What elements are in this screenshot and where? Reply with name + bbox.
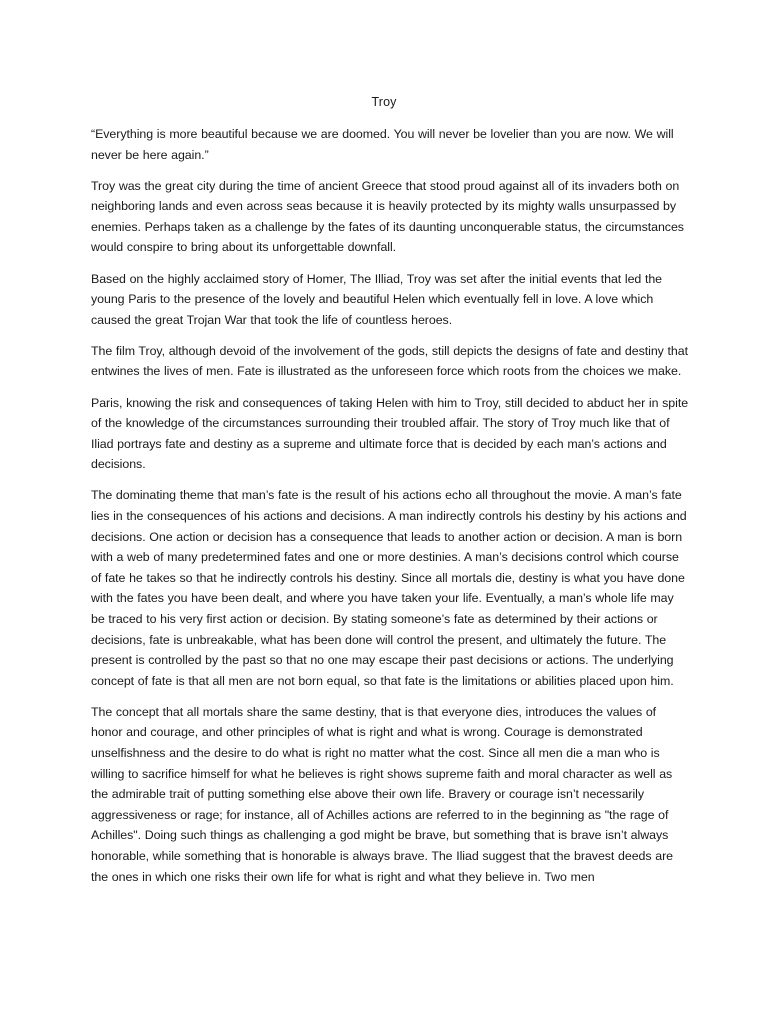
paragraph-honor-courage: The concept that all mortals share the same destiny, that is that everyone dies, introduces the values of honor and courage, and other principles of what is right and what is wrong. Courage is demonstrated unselfishness and the desire to do what is right no matter what the cost. Since all men die a man who is willing to sacrifice himself for what he believes is right shows supreme faith and moral character as well as the admirable trait of putting something else above their own life. Bravery or courage isn’t necessarily aggressiveness or rage; for instance, all of Achilles actions are referred to in the beginning as "the rage of Achilles". Doing such things as challenging a god might be brave, but something that is brave isn’t always honorable, while something that is honorable is always brave. The Iliad suggest that the bravest deeds are the ones in which one risks their own life for what is right and what they believe in. Two men: [91, 704, 673, 884]
paragraph-homer-iliad: Based on the highly acclaimed story of Homer, The Illiad, Troy was set after the initial events that led the young Paris to the presence of the lovely and beautiful Helen which eventually fell in love. A love which caused the great Trojan War that took the life of countless heroes.: [91, 271, 663, 327]
paragraph-paris-helen: Paris, knowing the risk and consequences of taking Helen with him to Troy, still decided to abduct her in spite of the knowledge of the circumstances surrounding their troubled affair. The story of Troy much like that of Iliad portrays fate and destiny as a supreme and ultimate force that is decided by each man’s actions and decisions.: [91, 395, 689, 472]
paragraph-film-fate: The film Troy, although devoid of the involvement of the gods, still depicts the designs of fate and destiny that entwines the lives of men. Fate is illustrated as the unforeseen force which roots from the choices we make.: [91, 343, 688, 379]
paragraph-quote: “Everything is more beautiful because we are doomed. You will never be lovelier than you are now. We will never be here again.”: [91, 127, 674, 162]
document-body: [91, 124, 689, 898]
paragraph-troy-city: Troy was the great city during the time of ancient Greece that stood proud against all of its invaders both on neighboring lands and even across seas because it is heavily protected by its mighty walls unsurpassed by enemies. Perhaps taken as a challenge by the fates of its daunting unconquerable status, the circumstances would conspire to bring about its unforgettable downfall.: [91, 178, 684, 255]
paragraph-fate-theme: The dominating theme that man’s fate is the result of his actions echo all throughout the movie. A man’s fate lies in the consequences of his actions and decisions. A man indirectly controls his destiny by his actions and decisions. One action or decision has a consequence that leads to another action or decision. A man is born with a web of many predetermined fates and one or more destinies. A man’s decisions control which course of fate he takes so that he indirectly controls his destiny. Since all mortals die, destiny is what you have done with the fates you have been dealt, and where you have taken your life. Eventually, a man’s whole life may be traced to his very first action or decision. By stating someone’s fate as determined by their actions or decisions, fate is unbreakable, what has been done will control the present, and ultimately the future. The present is controlled by the past so that no one may escape their past decisions or actions. The underlying concept of fate is that all men are not born equal, so that fate is the limitations or abilities placed upon him.: [91, 488, 687, 688]
page-title: Troy: [371, 95, 397, 109]
